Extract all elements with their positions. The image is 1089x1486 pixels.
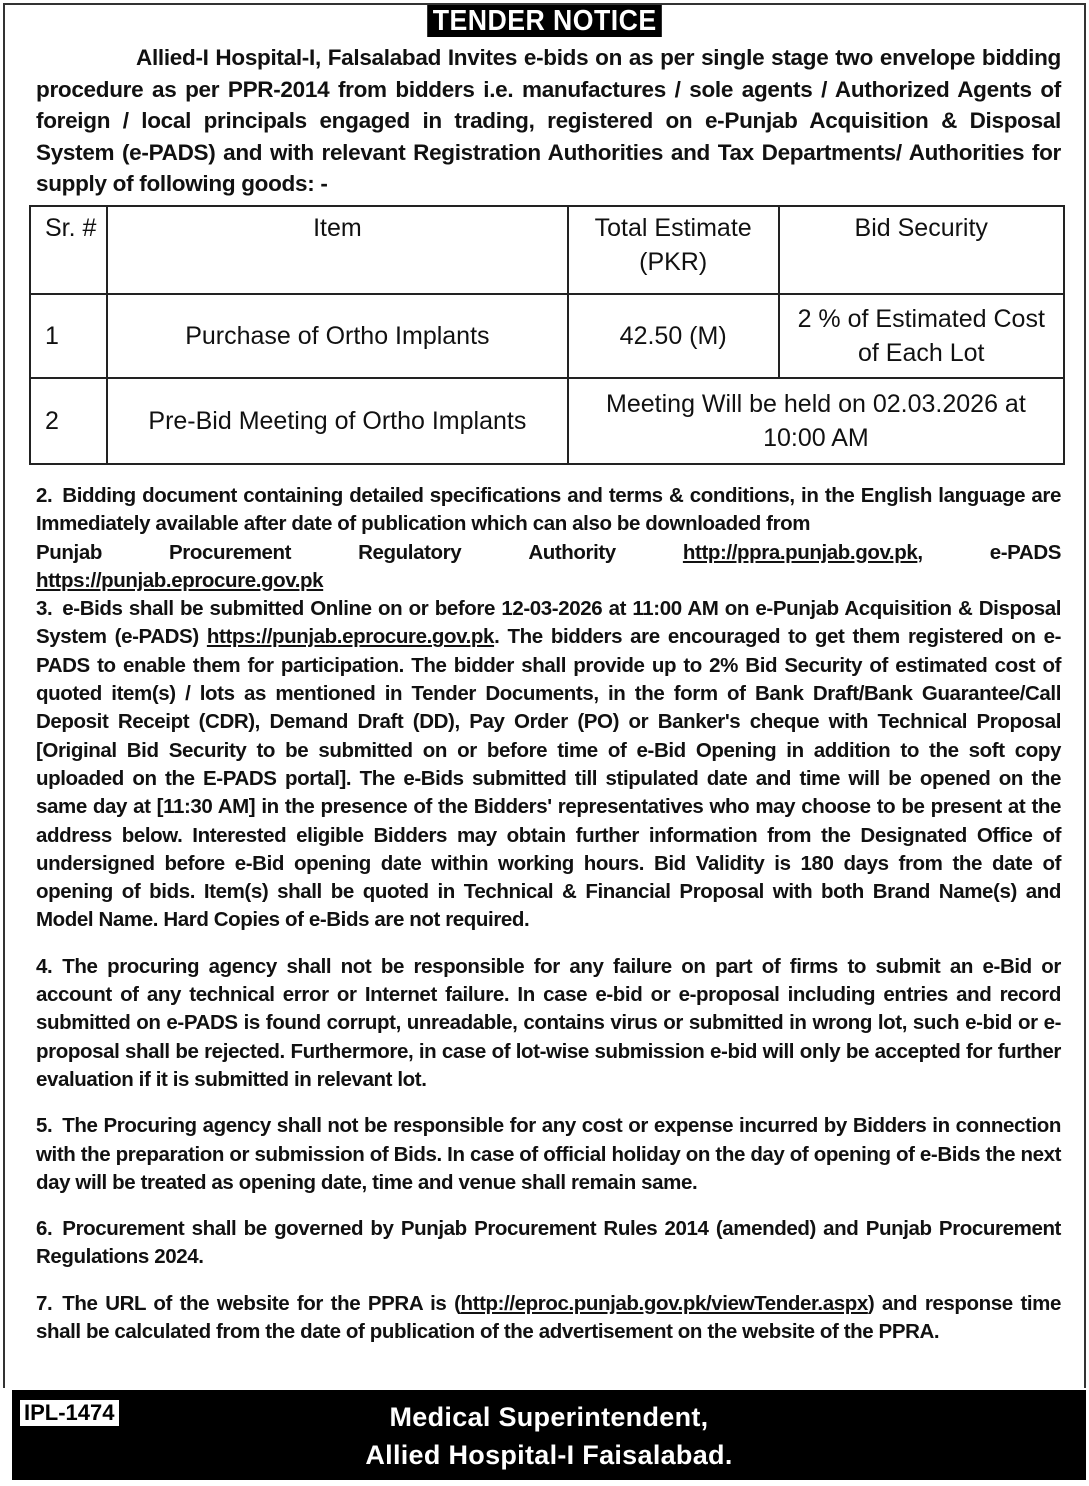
clause-text: The Procuring agency shall not be responsible for any cost or expense incurred by Bidders in connection with the preparation or submission of Bids. In case of official holiday on the day of opening of e-Bids the next day will be treated as opening date, time and venue shall remain same. <box>36 1114 1061 1194</box>
clause-text: The procuring agency shall not be responsible for any failure on part of firms to submit an e-Bid or account of any technical error or Internet failure. In case e-bid or e-proposal including entries and record submitted on e-PADS is found corrupt, unreadable, contains virus or submitted in wrong lot, such e-bid or e-proposal shall be rejected. Furthermore, in case of lot-wise submission e-bid will only be accepted for further evaluation if it is submitted in relevant lot. <box>36 954 1061 1091</box>
clause-3 <box>36 595 1061 935</box>
clause-text: ) and response time shall be calculated from the date of publication of the advertisement on the website of the PPRA. <box>36 1291 1061 1344</box>
clause-2-link-line <box>36 567 1061 595</box>
intro-paragraph <box>36 42 1061 200</box>
row-estimate: 42.50 (M) <box>568 294 779 378</box>
epads-label: e-PADS <box>989 540 1061 564</box>
tender-table <box>29 205 1065 465</box>
reference-number: IPL-1474 <box>20 1400 119 1426</box>
clause-text: Bidding document containing detailed specifications and terms & conditions, in the English language are Immediately available after date of publication which can also be downloaded from <box>36 484 1061 536</box>
clause-text: . The bidders are encouraged to get them registered on e- PADS to enable them for participation. The bidder shall provide up to 2% Bid Security of estimated cost of quoted item(s) / lots as mentioned in Tender Documents, in the form of Bank Draft/Bank Guarantee/Call Deposit Receipt (CDR), Demand Draft (DD), Pay Order (PO) or Banker's cheque with Technical Proposal [Original Bid Security to be submitted on or before time of e-Bid Opening in addition to the soft copy uploaded on the E-PADS portal]. The e-Bids submitted till stipulated date and time will be opened on the same day at [11:30 AM] in the presence of the Bidders' representatives who may choose to be present at the address below. Interested eligible Bidders may obtain further information from the Designated Office of undersigned before e-Bid opening date within working hours. Bid Validity is 180 days from the date of opening of bids. Item(s) shall be quoted in Technical & Financial Proposal with both Brand Name(s) and Model Name. Hard Copies of e-Bids are not required. <box>36 625 1062 932</box>
row-bid-security: 2 % of Estimated Cost of Each Lot <box>779 294 1065 378</box>
comma: , <box>917 540 923 564</box>
intro-text: Allied-I Hospital-I, Falsalabad Invites e-bids on as per single stage two envelope bidding procedure as per PPR-2014 from bidders i.e. manufactures / sole agents / Authorized Agents of foreign / local principals engaged in trading, registered on e-Punjab Acquisition & Disposal System (e-PADS) and with relevant Registration Authorities and Tax Departments/ Authorities for supply of following goods: - <box>36 45 1061 196</box>
notice-title: TENDER NOTICE <box>427 5 662 37</box>
clause-text: e-Bids shall be submitted Online on or before 12-03-2026 at 11:00 AM on e-Punjab Acquisition & Disposal System (e-PADS) <box>36 597 1061 649</box>
ppra-tender-link[interactable]: http://eproc.punjab.gov.pk/viewTender.aspx <box>460 1291 868 1315</box>
word: Punjab <box>36 540 102 564</box>
table-row <box>30 294 1064 378</box>
clause-text: Procurement shall be governed by Punjab Procurement Rules 2014 (amended) and Punjab Procurement Regulations 2024. <box>36 1217 1061 1269</box>
clauses-section <box>36 482 1061 1346</box>
signatory-organization: Allied Hospital-I Faisalabad. <box>365 1440 733 1470</box>
clause-number: 2. <box>36 484 53 507</box>
word: Procurement <box>169 540 292 564</box>
signatory-title: Medical Superintendent, <box>389 1402 709 1432</box>
clause-number: 6. <box>36 1217 53 1241</box>
clause-4 <box>36 953 1061 1094</box>
table-row <box>30 378 1064 464</box>
epads-link[interactable]: https://punjab.eprocure.gov.pk <box>206 625 495 649</box>
signature-footer <box>12 1390 1086 1480</box>
header-estimate: Total Estimate (PKR) <box>568 206 779 294</box>
epads-link[interactable]: https://punjab.eprocure.gov.pk <box>36 568 324 592</box>
row-sr: 2 <box>30 378 107 464</box>
table-header-row <box>30 206 1064 294</box>
signatory-block <box>12 1398 1086 1474</box>
row-meeting-info: Meeting Will be held on 02.03.2026 at 10:00 AM <box>568 378 1064 464</box>
clause-5 <box>36 1112 1061 1197</box>
clause-text: The URL of the website for the PPRA is ( <box>62 1291 461 1315</box>
clause-number: 7. <box>36 1291 53 1315</box>
clause-2-authority-line <box>36 539 1061 567</box>
clause-number: 5. <box>36 1114 53 1138</box>
header-item: Item <box>107 206 568 294</box>
word: Regulatory <box>358 540 462 564</box>
ppra-link-wrap <box>683 539 923 567</box>
row-item: Pre-Bid Meeting of Ortho Implants <box>107 378 568 464</box>
clause-number: 4. <box>36 954 53 978</box>
word: Authority <box>528 540 616 564</box>
ppra-link[interactable]: http://ppra.punjab.gov.pk <box>682 540 918 564</box>
clause-6 <box>36 1215 1061 1272</box>
title-wrapper <box>0 5 1089 37</box>
header-sr: Sr. # <box>30 206 107 294</box>
row-sr: 1 <box>30 294 107 378</box>
header-bid-security: Bid Security <box>779 206 1065 294</box>
clause-2 <box>36 482 1061 539</box>
clause-number: 3. <box>36 597 53 621</box>
row-item: Purchase of Ortho Implants <box>107 294 568 378</box>
clause-7 <box>36 1290 1061 1347</box>
